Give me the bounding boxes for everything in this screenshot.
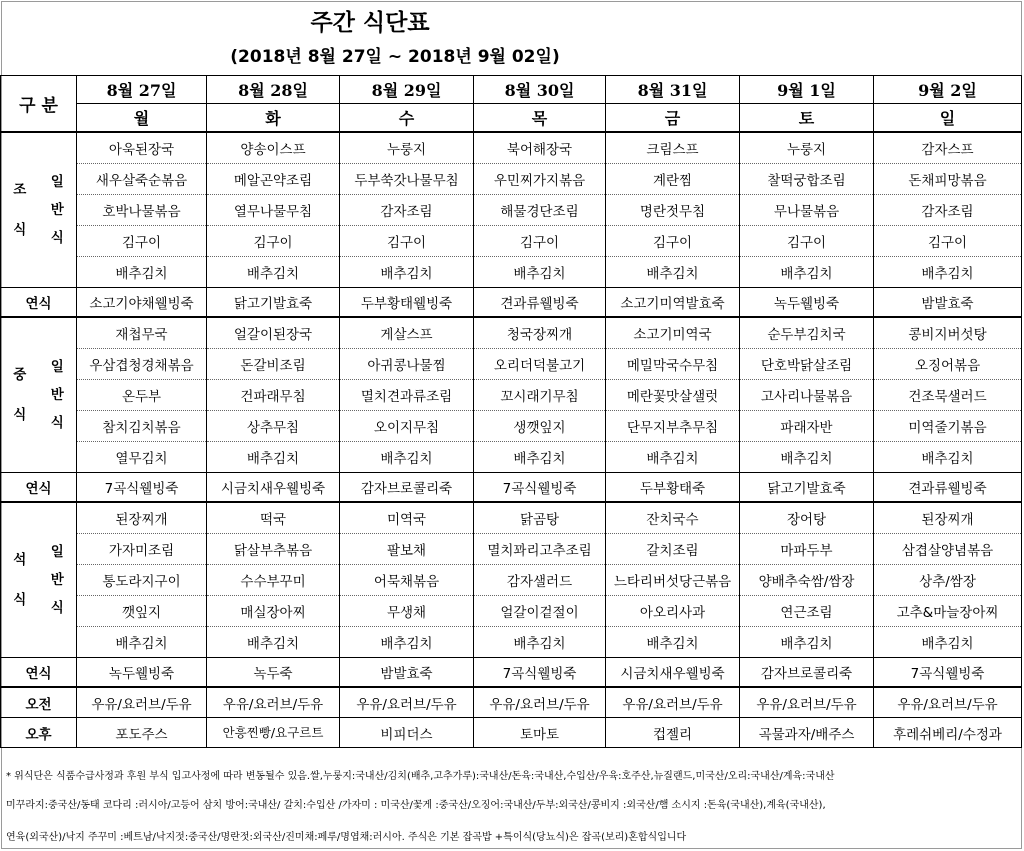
menu-item: 감자조림 <box>340 195 474 226</box>
menu-item: 배추김치 <box>340 442 474 473</box>
menu-item: 김구이 <box>77 226 207 257</box>
menu-item: 명란젓무침 <box>606 195 740 226</box>
menu-item: 어묵채볶음 <box>340 565 474 596</box>
menu-row <box>1 502 1022 534</box>
date-cell: 8월 27일 <box>77 76 207 104</box>
yeonsik-item: 7곡식웰빙죽 <box>77 473 207 503</box>
ojeon-label: 오전 <box>1 687 77 718</box>
menu-item: 배추김치 <box>740 257 874 288</box>
menu-item: 잔치국수 <box>606 502 740 534</box>
menu-item: 메밀막국수무침 <box>606 349 740 380</box>
menu-item: 우삼겹청경채볶음 <box>77 349 207 380</box>
menu-item: 호박나물볶음 <box>77 195 207 226</box>
menu-item: 계란찜 <box>606 164 740 195</box>
note-line-1: * 위식단은 식품수급사정과 후원 부식 입고사정에 따라 변동될수 있음.쌀,누룽지:국내산/김치(배추,고추가루):국내산/돈육:국내산,수입산/우육:호주산,뉴질랜드,미국산/오리:국내산/계육:국내산 <box>6 771 835 782</box>
menu-item: 떡국 <box>207 502 340 534</box>
date-cell: 9월 2일 <box>874 76 1022 104</box>
menu-item: 온두부 <box>77 380 207 411</box>
menu-item: 상추/쌈장 <box>874 565 1022 596</box>
yeonsik-label: 연식 <box>1 473 77 503</box>
menu-item: 돈갈비조림 <box>207 349 340 380</box>
ilban-label-text: 일반식 <box>50 544 64 616</box>
day-cell: 금 <box>606 104 740 133</box>
menu-row <box>1 317 1022 349</box>
menu-item: 김구이 <box>874 226 1022 257</box>
menu-item: 수수부꾸미 <box>207 565 340 596</box>
ojeon-item: 우유/요러브/두유 <box>207 687 340 718</box>
menu-row <box>1 349 1022 380</box>
menu-item: 우민찌가지볶음 <box>474 164 606 195</box>
day-cell: 목 <box>474 104 606 133</box>
ojeon-item: 우유/요러브/두유 <box>340 687 474 718</box>
menu-item: 게살스프 <box>340 317 474 349</box>
menu-item: 크림스프 <box>606 132 740 164</box>
meal-name <box>1 132 39 288</box>
meal-name-text: 석식 <box>13 552 27 608</box>
menu-item: 청국장찌개 <box>474 317 606 349</box>
menu-item: 메알곤약조림 <box>207 164 340 195</box>
menu-item: 멸치꽈리고추조림 <box>474 534 606 565</box>
menu-item: 김구이 <box>340 226 474 257</box>
ojeon-item: 우유/요러브/두유 <box>874 687 1022 718</box>
menu-item: 배추김치 <box>340 627 474 658</box>
menu-item: 김구이 <box>207 226 340 257</box>
menu-item: 새우살죽순볶음 <box>77 164 207 195</box>
menu-item: 재첩무국 <box>77 317 207 349</box>
menu-item: 감자스프 <box>874 132 1022 164</box>
menu-item: 콩비지버섯탕 <box>874 317 1022 349</box>
yeonsik-row <box>1 473 1022 503</box>
menu-item: 배추김치 <box>606 627 740 658</box>
menu-item: 미역국 <box>340 502 474 534</box>
ohu-item: 포도주스 <box>77 718 207 748</box>
menu-item: 양배추숙쌈/쌈장 <box>740 565 874 596</box>
menu-row <box>1 565 1022 596</box>
menu-item: 누룽지 <box>340 132 474 164</box>
yeonsik-item: 7곡식웰빙죽 <box>874 658 1022 688</box>
menu-item: 김구이 <box>740 226 874 257</box>
yeonsik-item: 7곡식웰빙죽 <box>474 658 606 688</box>
yeonsik-item: 시금치새우웰빙죽 <box>606 658 740 688</box>
ojeon-item: 우유/요러브/두유 <box>474 687 606 718</box>
header-date-row <box>1 76 1022 104</box>
menu-item: 해물경단조림 <box>474 195 606 226</box>
yeonsik-label: 연식 <box>1 658 77 688</box>
day-cell: 일 <box>874 104 1022 133</box>
yeonsik-row <box>1 288 1022 318</box>
menu-row <box>1 596 1022 627</box>
menu-row <box>1 442 1022 473</box>
menu-item: 오이지무침 <box>340 411 474 442</box>
date-cell: 9월 1일 <box>740 76 874 104</box>
menu-item: 단호박닭살조림 <box>740 349 874 380</box>
menu-item: 오리더덕불고기 <box>474 349 606 380</box>
menu-item: 깻잎지 <box>77 596 207 627</box>
ojeon-item: 우유/요러브/두유 <box>77 687 207 718</box>
menu-item: 건파래무침 <box>207 380 340 411</box>
menu-item: 돈채피망볶음 <box>874 164 1022 195</box>
weekly-menu-table <box>0 75 1022 748</box>
yeonsik-item: 닭고기발효죽 <box>207 288 340 318</box>
note-line-2: 미꾸라지:중국산/동태 코다리 :러시아/고등어 삼치 방어:국내산/ 갈치:수입산 /가자미 : 미국산/꽃게 :중국산/오징어:국내산/두부:외국산/콩비지 :외국산/햄 소시지 :돈육(국내산),계육(국내산), <box>6 800 826 811</box>
menu-item: 매실장아찌 <box>207 596 340 627</box>
menu-item: 단무지부추무침 <box>606 411 740 442</box>
menu-item: 찰떡궁합조림 <box>740 164 874 195</box>
yeonsik-item: 견과류웰빙죽 <box>874 473 1022 503</box>
ohu-item: 곡물과자/배주스 <box>740 718 874 748</box>
yeonsik-row <box>1 658 1022 688</box>
menu-item: 느타리버섯당근볶음 <box>606 565 740 596</box>
menu-item: 배추김치 <box>207 257 340 288</box>
meal-name-text: 조식 <box>13 182 27 238</box>
ilban-label-text: 일반식 <box>50 359 64 431</box>
menu-item: 무나물볶음 <box>740 195 874 226</box>
day-cell: 토 <box>740 104 874 133</box>
menu-item: 꼬시래기무침 <box>474 380 606 411</box>
date-cell: 8월 29일 <box>340 76 474 104</box>
menu-item: 감자샐러드 <box>474 565 606 596</box>
menu-item: 열무나물무침 <box>207 195 340 226</box>
ohu-item: 컵젤리 <box>606 718 740 748</box>
day-cell: 수 <box>340 104 474 133</box>
yeonsik-item: 녹두웰빙죽 <box>740 288 874 318</box>
menu-item: 양송이스프 <box>207 132 340 164</box>
yeonsik-item: 시금치새우웰빙죽 <box>207 473 340 503</box>
menu-row <box>1 534 1022 565</box>
menu-item: 멸치견과류조림 <box>340 380 474 411</box>
menu-item: 무생채 <box>340 596 474 627</box>
menu-item: 통도라지구이 <box>77 565 207 596</box>
yeonsik-item: 닭고기발효죽 <box>740 473 874 503</box>
menu-row <box>1 257 1022 288</box>
period-subtitle: (2018년 8월 27일 ~ 2018년 9월 02일) <box>230 47 560 67</box>
menu-item: 삼겹살양념볶음 <box>874 534 1022 565</box>
ilban-label <box>39 317 77 473</box>
menu-item: 감자조림 <box>874 195 1022 226</box>
menu-item: 고추&마늘장아찌 <box>874 596 1022 627</box>
menu-item: 상추무침 <box>207 411 340 442</box>
menu-item: 건조묵샐러드 <box>874 380 1022 411</box>
ojeon-item: 우유/요러브/두유 <box>740 687 874 718</box>
header-day-row <box>1 104 1022 133</box>
yeonsik-item: 녹두죽 <box>207 658 340 688</box>
gubun-label: 구 분 <box>1 76 77 133</box>
yeonsik-item: 소고기미역발효죽 <box>606 288 740 318</box>
menu-item: 닭곰탕 <box>474 502 606 534</box>
menu-item: 소고기미역국 <box>606 317 740 349</box>
menu-item: 배추김치 <box>874 442 1022 473</box>
menu-item: 배추김치 <box>606 442 740 473</box>
date-cell: 8월 31일 <box>606 76 740 104</box>
menu-item: 얼갈이된장국 <box>207 317 340 349</box>
menu-row <box>1 411 1022 442</box>
page-title: 주간 식단표 <box>310 10 430 36</box>
menu-item: 아욱된장국 <box>77 132 207 164</box>
ilban-label-text: 일반식 <box>50 174 64 246</box>
menu-item: 배추김치 <box>207 442 340 473</box>
menu-item: 가자미조림 <box>77 534 207 565</box>
menu-item: 장어탕 <box>740 502 874 534</box>
yeonsik-item: 감자브로콜리죽 <box>740 658 874 688</box>
menu-item: 파래자반 <box>740 411 874 442</box>
ohu-item: 후레쉬베리/수정과 <box>874 718 1022 748</box>
ilban-label <box>39 132 77 288</box>
yeonsik-label: 연식 <box>1 288 77 318</box>
menu-item: 참치김치볶음 <box>77 411 207 442</box>
ohu-label: 오후 <box>1 718 77 748</box>
menu-item: 생깻잎지 <box>474 411 606 442</box>
ojeon-row <box>1 687 1022 718</box>
menu-row <box>1 226 1022 257</box>
yeonsik-item: 감자브로콜리죽 <box>340 473 474 503</box>
menu-item: 오징어볶음 <box>874 349 1022 380</box>
menu-item: 순두부김치국 <box>740 317 874 349</box>
menu-item: 배추김치 <box>474 442 606 473</box>
menu-item: 배추김치 <box>77 627 207 658</box>
day-cell: 월 <box>77 104 207 133</box>
yeonsik-item: 밤발효죽 <box>340 658 474 688</box>
meal-name <box>1 317 39 473</box>
menu-item: 배추김치 <box>740 627 874 658</box>
ojeon-item: 우유/요러브/두유 <box>606 687 740 718</box>
menu-item: 배추김치 <box>474 627 606 658</box>
yeonsik-item: 견과류웰빙죽 <box>474 288 606 318</box>
yeonsik-item: 두부황태웰빙죽 <box>340 288 474 318</box>
ohu-item: 토마토 <box>474 718 606 748</box>
menu-item: 열무김치 <box>77 442 207 473</box>
ohu-row <box>1 718 1022 748</box>
ohu-item: 비피더스 <box>340 718 474 748</box>
yeonsik-item: 밤발효죽 <box>874 288 1022 318</box>
ohu-item: 안흥찐빵/요구르트 <box>207 718 340 748</box>
yeonsik-item: 두부황태죽 <box>606 473 740 503</box>
menu-item: 미역줄기볶음 <box>874 411 1022 442</box>
menu-item: 배추김치 <box>207 627 340 658</box>
menu-row <box>1 164 1022 195</box>
menu-row <box>1 380 1022 411</box>
menu-item: 배추김치 <box>740 442 874 473</box>
menu-item: 닭살부추볶음 <box>207 534 340 565</box>
meal-name-text: 중식 <box>13 367 27 423</box>
menu-item: 메란꽃맛살샐럿 <box>606 380 740 411</box>
menu-item: 배추김치 <box>77 257 207 288</box>
note-line-3: 연육(외국산)/낙지 주꾸미 :베트남/낙지젓:중국산/명란젓:외국산/진미채:페루/명엽채:러시아. 주식은 기본 잡곡밥 +특이식(당뇨식)은 잡곡(보리)혼합식입니다 <box>6 832 687 843</box>
menu-item: 아귀콩나물찜 <box>340 349 474 380</box>
yeonsik-item: 소고기야채웰빙죽 <box>77 288 207 318</box>
date-cell: 8월 28일 <box>207 76 340 104</box>
date-cell: 8월 30일 <box>474 76 606 104</box>
menu-item: 배추김치 <box>340 257 474 288</box>
menu-item: 누룽지 <box>740 132 874 164</box>
menu-row <box>1 627 1022 658</box>
menu-row <box>1 132 1022 164</box>
menu-item: 얼갈이겉절이 <box>474 596 606 627</box>
menu-item: 마파두부 <box>740 534 874 565</box>
menu-item: 배추김치 <box>606 257 740 288</box>
menu-item: 두부쑥갓나물무침 <box>340 164 474 195</box>
ilban-label <box>39 502 77 658</box>
menu-item: 아오리사과 <box>606 596 740 627</box>
menu-item: 배추김치 <box>874 257 1022 288</box>
menu-item: 배추김치 <box>474 257 606 288</box>
meal-name <box>1 502 39 658</box>
menu-item: 김구이 <box>606 226 740 257</box>
menu-item: 된장찌개 <box>874 502 1022 534</box>
menu-item: 연근조림 <box>740 596 874 627</box>
menu-item: 갈치조림 <box>606 534 740 565</box>
menu-item: 북어해장국 <box>474 132 606 164</box>
menu-item: 팔보채 <box>340 534 474 565</box>
day-cell: 화 <box>207 104 340 133</box>
menu-item: 배추김치 <box>874 627 1022 658</box>
yeonsik-item: 녹두웰빙죽 <box>77 658 207 688</box>
menu-item: 된장찌개 <box>77 502 207 534</box>
menu-row <box>1 195 1022 226</box>
menu-item: 김구이 <box>474 226 606 257</box>
menu-item: 고사리나물볶음 <box>740 380 874 411</box>
yeonsik-item: 7곡식웰빙죽 <box>474 473 606 503</box>
